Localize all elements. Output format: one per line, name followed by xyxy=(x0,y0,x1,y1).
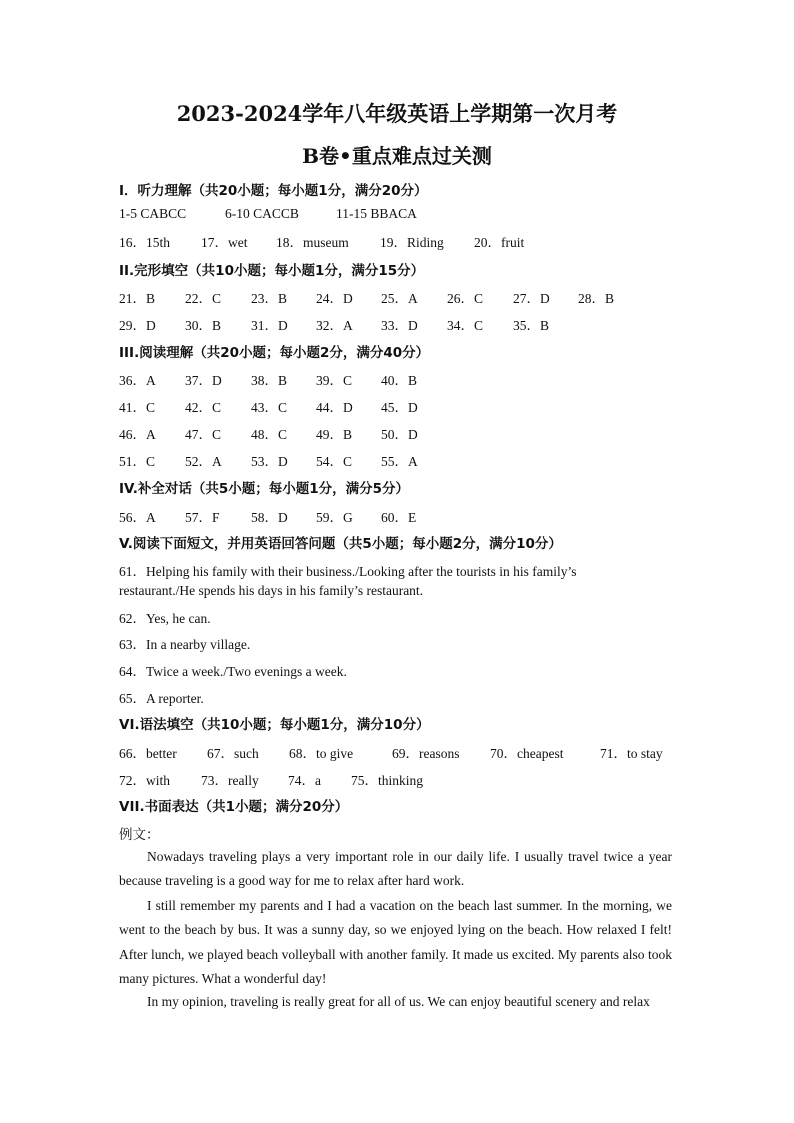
answer-item: 45．D xyxy=(381,400,418,415)
essay-paragraph-1: Nowadays traveling plays a very important role in our daily life. I usually travel twice a year because traveling is a good way for me to relax after hard work. xyxy=(119,849,672,889)
answer-item: 74．a xyxy=(288,773,321,788)
answer-item: 58．D xyxy=(251,510,288,525)
essay-paragraph-2: I still remember my parents and I had a vacation on the beach last summer. In the morning, we went to the beach by bus. It was a sunny day, so we enjoyed lying on the beach. How relaxed I felt! After lunch, we played beach volleyball with another family. It made us excited. My parents also took many pictures. What a wonderful day! xyxy=(119,898,672,986)
answer-62: 62．Yes, he can. xyxy=(119,611,211,626)
answer-item: 33．D xyxy=(381,318,418,333)
section-writing-heading: VII.书面表达（共1小题；满分20分） xyxy=(119,799,349,815)
answer-item: 67．such xyxy=(207,746,259,761)
answer-item: 51．C xyxy=(119,454,156,469)
answer-64: 64．Twice a week./Two evenings a week. xyxy=(119,664,347,679)
answer-item: 49．B xyxy=(316,427,353,442)
example-label: 例文： xyxy=(119,827,160,842)
answer-item: 16．15th xyxy=(119,235,171,250)
answer-item: 32．A xyxy=(316,318,353,333)
answer-item: 36．A xyxy=(119,373,156,388)
answer-item: 24．D xyxy=(316,291,353,306)
answer-item: 38．B xyxy=(251,373,288,388)
answer-item: 11-15 BBACA xyxy=(336,206,417,221)
answer-item: 47．C xyxy=(185,427,222,442)
answer-item: 18．museum xyxy=(276,235,349,250)
section-reading-heading: III.阅读理解（共20小题；每小题2分，满分40分） xyxy=(119,345,430,361)
answer-item: 48．C xyxy=(251,427,288,442)
answer-item: 57．F xyxy=(185,510,220,525)
answer-item: 54．C xyxy=(316,454,353,469)
answer-61-line-2: restaurant./He spends his days in his family’s restaurant. xyxy=(119,583,424,598)
answer-item: 43．C xyxy=(251,400,288,415)
answer-item: 29．D xyxy=(119,318,156,333)
answer-item: 1-5 CABCC xyxy=(119,206,187,221)
answer-item: 23．B xyxy=(251,291,288,306)
answer-item: 50．D xyxy=(381,427,418,442)
answer-item: 71．to stay xyxy=(600,746,663,761)
answer-item: 44．D xyxy=(316,400,353,415)
answer-item: 34．C xyxy=(447,318,484,333)
section-dialogue-heading: IV.补全对话（共5小题；每小题1分，满分5分） xyxy=(119,481,410,497)
answer-item: 73．really xyxy=(201,773,259,788)
answer-item: 27．D xyxy=(513,291,550,306)
answer-65: 65．A reporter. xyxy=(119,691,204,706)
section-cloze-heading: II.完形填空（共10小题；每小题1分，满分15分） xyxy=(119,263,425,279)
answer-item: 75．thinking xyxy=(351,773,424,788)
answer-63: 63．In a nearby village. xyxy=(119,637,251,652)
answer-item: 53．D xyxy=(251,454,288,469)
answer-item: 52．A xyxy=(185,454,222,469)
answer-item: 39．C xyxy=(316,373,353,388)
page-title: 2023-2024学年八年级英语上学期第一次月考 xyxy=(176,101,618,126)
answer-item: 25．A xyxy=(381,291,418,306)
answer-item: 60．E xyxy=(381,510,417,525)
answer-item: 26．C xyxy=(447,291,484,306)
answer-item: 6-10 CACCB xyxy=(225,206,299,221)
answer-item: 46．A xyxy=(119,427,156,442)
answer-item: 19．Riding xyxy=(380,235,444,250)
answer-item: 35．B xyxy=(513,318,550,333)
answer-item: 66．better xyxy=(119,746,177,761)
answer-item: 37．D xyxy=(185,373,222,388)
answer-item: 40．B xyxy=(381,373,418,388)
section-short-answer-heading: V.阅读下面短文，并用英语回答问题（共5小题；每小题2分，满分10分） xyxy=(119,536,562,552)
section-grammar-heading: VI.语法填空（共10小题；每小题1分，满分10分） xyxy=(119,717,430,733)
answer-item: 55．A xyxy=(381,454,418,469)
answer-item: 42．C xyxy=(185,400,222,415)
answer-item: 22．C xyxy=(185,291,222,306)
section-listening-heading: I．听力理解（共20小题；每小题1分，满分20分） xyxy=(119,183,428,199)
answer-item: 56．A xyxy=(119,510,156,525)
answer-item: 72．with xyxy=(119,773,171,788)
answer-item: 70．cheapest xyxy=(490,746,564,761)
essay-paragraph-3: In my opinion, traveling is really great for all of us. We can enjoy beautiful scenery and relax xyxy=(147,994,650,1009)
page-subtitle: B卷•重点难点过关测 xyxy=(302,144,492,168)
answer-item: 28．B xyxy=(578,291,615,306)
answer-item: 31．D xyxy=(251,318,288,333)
answer-item: 20．fruit xyxy=(474,235,525,250)
answer-61-line-1: 61．Helping his family with their business./Looking after the tourists in his family’s xyxy=(119,564,577,579)
answer-item: 21．B xyxy=(119,291,156,306)
answer-item: 41．C xyxy=(119,400,156,415)
answer-item: 17．wet xyxy=(201,235,248,250)
answer-item: 68．to give xyxy=(289,746,354,761)
answer-item: 59．G xyxy=(316,510,353,525)
answer-item: 30．B xyxy=(185,318,222,333)
answer-item: 69．reasons xyxy=(392,746,460,761)
